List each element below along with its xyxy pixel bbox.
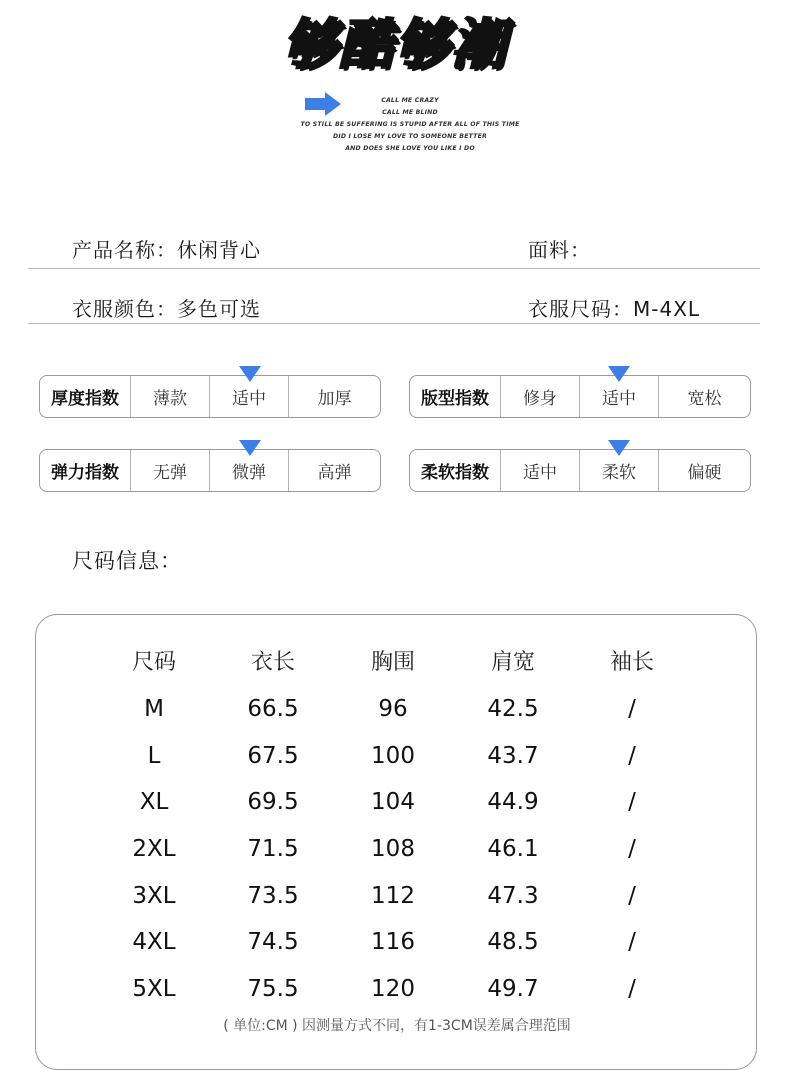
table-cell: 116 xyxy=(371,929,415,955)
table-cell: 49.7 xyxy=(487,976,539,1002)
table-cell: / xyxy=(628,836,636,862)
table-cell: 5XL xyxy=(132,976,176,1002)
size-range-info: 衣服尺码：M-4XL xyxy=(528,297,701,321)
index-option-selected: 微弹 xyxy=(209,450,288,491)
index-option: 宽松 xyxy=(658,376,750,417)
slogan-text xyxy=(260,95,560,155)
table-cell: / xyxy=(628,929,636,955)
table-cell: XL xyxy=(139,789,169,815)
index-label: 弹力指数 xyxy=(51,463,119,483)
index-label: 柔软指数 xyxy=(421,463,489,483)
index-option-selected: 柔软 xyxy=(579,450,658,491)
slogan-line: AND DOES SHE LOVE YOU LIKE I DO xyxy=(345,145,475,152)
table-cell: 4XL xyxy=(132,929,176,955)
table-cell: 96 xyxy=(378,696,408,722)
table-cell: 108 xyxy=(371,836,415,862)
index-label: 厚度指数 xyxy=(51,389,119,409)
index-label: 版型指数 xyxy=(421,389,489,409)
index-option: 偏硬 xyxy=(658,450,750,491)
divider xyxy=(28,323,760,324)
fabric-label: 面料： xyxy=(528,238,591,262)
size-table xyxy=(35,614,757,1070)
table-cell: / xyxy=(628,743,636,769)
table-cell: 46.1 xyxy=(487,836,539,862)
table-cell: 47.3 xyxy=(487,883,539,909)
table-cell: 42.5 xyxy=(487,696,539,722)
elasticity-index xyxy=(39,449,381,492)
product-name: 产品名称：休闲背心 xyxy=(72,238,261,262)
table-cell: M xyxy=(144,696,164,722)
slogan-line: CALL ME CRAZY xyxy=(381,97,439,104)
color-info: 衣服颜色：多色可选 xyxy=(72,297,261,321)
table-cell: 73.5 xyxy=(247,883,299,909)
softness-index xyxy=(409,449,751,492)
fit-index xyxy=(409,375,751,418)
table-cell: 44.9 xyxy=(487,789,539,815)
table-cell: 75.5 xyxy=(247,976,299,1002)
index-option: 薄款 xyxy=(130,376,209,417)
selected-marker-icon xyxy=(239,366,261,382)
measurement-note: ( 单位:CM ) 因测量方式不同，有1-3CM误差属合理范围 xyxy=(223,1018,571,1034)
table-cell: 69.5 xyxy=(247,789,299,815)
table-cell: 100 xyxy=(371,743,415,769)
selected-marker-icon xyxy=(239,440,261,456)
table-cell: 71.5 xyxy=(247,836,299,862)
table-cell: 43.7 xyxy=(487,743,539,769)
selected-marker-icon xyxy=(608,366,630,382)
table-cell: L xyxy=(147,743,161,769)
table-header: 衣长 xyxy=(250,650,295,675)
table-header: 袖长 xyxy=(609,650,654,675)
table-header: 肩宽 xyxy=(490,650,535,675)
slogan-line: TO STILL BE SUFFERING IS STUPID AFTER ALL OF THIS TIME xyxy=(300,121,520,128)
index-option: 修身 xyxy=(500,376,579,417)
index-option: 适中 xyxy=(500,450,579,491)
table-cell: 2XL xyxy=(132,836,176,862)
size-section-title: 尺码信息： xyxy=(72,549,182,573)
hero-title: 够酷够潮 xyxy=(283,13,507,76)
table-cell: / xyxy=(628,789,636,815)
table-header: 胸围 xyxy=(370,650,415,675)
index-option-selected: 适中 xyxy=(209,376,288,417)
table-header: 尺码 xyxy=(131,650,176,675)
selected-marker-icon xyxy=(608,440,630,456)
table-cell: / xyxy=(628,976,636,1002)
slogan-line: DID I LOSE MY LOVE TO SOMEONE BETTER xyxy=(333,133,487,140)
slogan-line: CALL ME BLIND xyxy=(382,109,438,116)
index-option: 高弹 xyxy=(288,450,380,491)
thickness-index xyxy=(39,375,381,418)
index-option: 无弹 xyxy=(130,450,209,491)
divider xyxy=(28,268,760,269)
table-cell: 48.5 xyxy=(487,929,539,955)
table-cell: 67.5 xyxy=(247,743,299,769)
table-cell: 3XL xyxy=(132,883,176,909)
table-cell: 66.5 xyxy=(247,696,299,722)
table-cell: / xyxy=(628,883,636,909)
table-cell: 104 xyxy=(371,789,415,815)
table-cell: 112 xyxy=(371,883,415,909)
table-cell: 74.5 xyxy=(247,929,299,955)
table-cell: 120 xyxy=(371,976,415,1002)
index-option: 加厚 xyxy=(288,376,380,417)
index-option-selected: 适中 xyxy=(579,376,658,417)
table-cell: / xyxy=(628,696,636,722)
